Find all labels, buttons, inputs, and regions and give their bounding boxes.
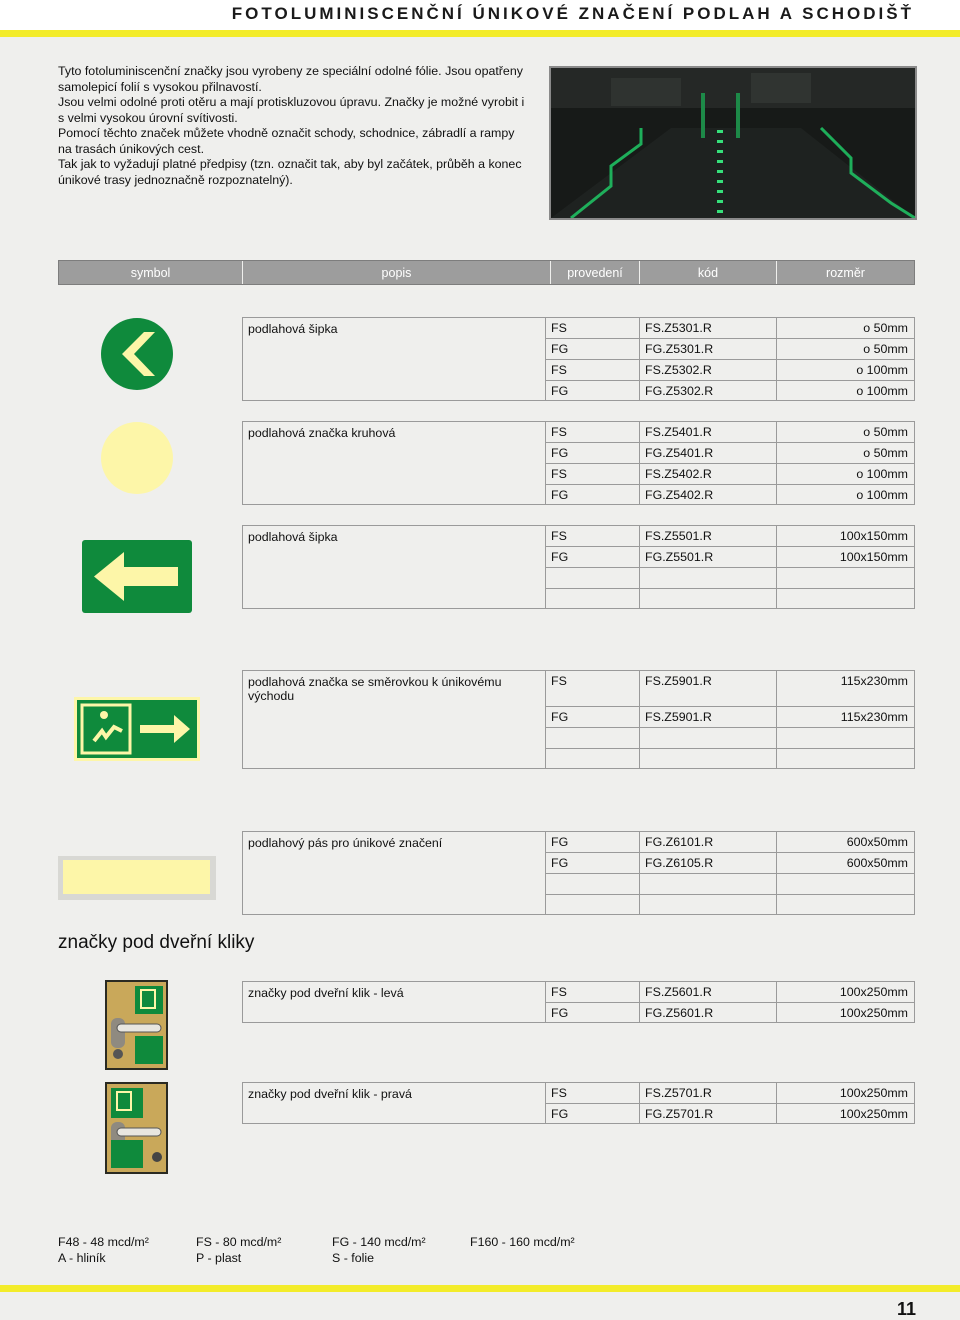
table-row	[242, 567, 915, 588]
variant-cell: FS	[551, 425, 567, 439]
code-cell	[639, 894, 776, 898]
variant-cell: FS	[551, 674, 567, 688]
code-cell: FG.Z5701.R	[645, 1107, 714, 1121]
variant-cell: FG	[551, 550, 569, 564]
variant-cell	[545, 588, 639, 592]
table-row	[242, 1082, 915, 1103]
variant-cell: FG	[551, 835, 569, 849]
variant-cell: FG	[551, 710, 569, 724]
code-cell	[639, 727, 776, 731]
door-handle-right-sign-icon	[105, 1082, 168, 1179]
product-description: podlahová značka se směrovkou k únikovému východu	[248, 675, 502, 703]
legend-item: F160 - 160 mcd/m²	[470, 1235, 575, 1249]
size-cell: 115x230mm	[840, 674, 908, 688]
product-group	[242, 1082, 915, 1124]
intro-paragraph: Jsou velmi odolné proti otěru a mají protiskluzovou úpravu. Značky je možné vyrobit i s velmi vysokou úrovní svítivosti.	[58, 95, 525, 125]
size-cell	[776, 894, 915, 898]
table-row	[242, 748, 915, 769]
product-description: podlahový pás pro únikové značení	[248, 836, 443, 850]
variant-cell	[545, 567, 639, 571]
bottom-accent-rule	[0, 1285, 960, 1292]
legend-col-2	[196, 1234, 281, 1266]
variant-cell: FG	[551, 856, 569, 870]
size-cell: o 50mm	[863, 425, 908, 439]
size-cell: 100x250mm	[839, 1086, 908, 1100]
intro-paragraph: Tyto fotoluminiscenční značky jsou vyrobeny ze speciální odolné fólie. Jsou opatřeny samolepicí folií s vysokou přilnavostí.	[58, 64, 523, 94]
code-cell: FG.Z5301.R	[645, 342, 714, 356]
table-row	[242, 338, 915, 359]
code-cell: FS.Z5901.R	[645, 674, 712, 688]
product-description: podlahová značka kruhová	[248, 426, 396, 440]
page-number: 11	[896, 1299, 916, 1319]
variant-cell: FS	[551, 529, 567, 543]
code-cell: FS.Z5302.R	[645, 363, 712, 377]
variant-cell: FS	[551, 321, 567, 335]
door-handle-left-sign-icon	[105, 980, 168, 1075]
table-row	[242, 484, 915, 505]
legend-col-3	[332, 1234, 426, 1266]
code-cell: FS.Z5701.R	[645, 1086, 712, 1100]
product-description: značky pod dveřní klik - pravá	[248, 1087, 412, 1101]
size-cell	[776, 873, 915, 877]
table-row	[242, 852, 915, 873]
code-cell: FS.Z5501.R	[645, 529, 712, 543]
size-cell: 100x150mm	[839, 529, 908, 543]
size-cell: o 50mm	[863, 446, 908, 460]
round-glow-sign-icon	[100, 421, 174, 500]
variant-cell: FS	[551, 985, 567, 999]
table-row	[242, 588, 915, 609]
table-row	[242, 873, 915, 894]
code-cell: FG.Z6101.R	[645, 835, 714, 849]
variant-cell: FG	[551, 488, 569, 502]
legend-item: FG - 140 mcd/m²	[332, 1235, 426, 1249]
code-cell: FS.Z5401.R	[645, 425, 712, 439]
size-cell: 600x50mm	[846, 835, 908, 849]
variant-cell	[545, 894, 639, 898]
table-row	[242, 463, 915, 484]
size-cell	[776, 588, 915, 592]
variant-cell	[545, 873, 639, 877]
code-cell: FS.Z5601.R	[645, 985, 712, 999]
intro-paragraph: Tak jak to vyžadují platné předpisy (tzn. označit tak, aby byl začátek, průběh a konec únikové trasy jednoznačně rozpoznatelný).	[58, 157, 522, 187]
table-row	[242, 525, 915, 546]
variant-cell: FG	[551, 342, 569, 356]
size-cell: 100x250mm	[839, 985, 908, 999]
product-group	[242, 981, 915, 1023]
table-header	[58, 260, 915, 285]
product-description: značky pod dveřní klik - levá	[248, 986, 404, 1000]
table-row	[242, 380, 915, 401]
legend-col-1	[58, 1234, 149, 1266]
code-cell: FS.Z5301.R	[645, 321, 712, 335]
legend-item: F48 - 48 mcd/m²	[58, 1235, 149, 1249]
table-row	[242, 981, 915, 1002]
code-cell	[639, 588, 776, 592]
top-accent-rule	[0, 30, 960, 37]
product-description: podlahová šipka	[248, 322, 338, 336]
code-cell	[639, 873, 776, 877]
size-cell: o 100mm	[856, 363, 908, 377]
product-group	[242, 670, 915, 769]
column-header-size: rozměr	[826, 266, 865, 280]
variant-cell: FG	[551, 1107, 569, 1121]
column-header-description: popis	[243, 261, 551, 284]
code-cell: FG.Z5302.R	[645, 384, 714, 398]
size-cell: o 50mm	[863, 342, 908, 356]
size-cell: 600x50mm	[846, 856, 908, 870]
product-group	[242, 421, 915, 505]
legend-item: S - folie	[332, 1251, 375, 1265]
arrow-left-sign-icon	[82, 540, 192, 618]
table-row	[242, 670, 915, 706]
code-cell: FG.Z6105.R	[645, 856, 714, 870]
table-row	[242, 831, 915, 852]
code-cell: FG.Z5401.R	[645, 446, 714, 460]
legend-col-4	[470, 1234, 575, 1250]
size-cell	[776, 727, 915, 731]
table-row	[242, 442, 915, 463]
size-cell: o 100mm	[856, 467, 908, 481]
size-cell: 100x150mm	[839, 550, 908, 564]
glow-strip-sign-icon	[58, 856, 216, 900]
legend-item: FS - 80 mcd/m²	[196, 1235, 282, 1249]
product-description: podlahová šipka	[248, 530, 338, 544]
code-cell	[639, 567, 776, 571]
chevron-arrow-sign-icon	[100, 317, 174, 396]
code-cell: FS.Z5402.R	[645, 467, 712, 481]
table-row	[242, 359, 915, 380]
variant-cell: FG	[551, 1006, 569, 1020]
size-cell: 115x230mm	[840, 710, 908, 724]
column-header-code: kód	[640, 261, 777, 284]
table-row	[242, 727, 915, 748]
table-row	[242, 546, 915, 567]
section-title: značky pod dveřní kliky	[58, 932, 255, 953]
emergency-exit-direction-sign-icon	[74, 697, 200, 766]
variant-cell	[545, 727, 639, 731]
table-row	[242, 1002, 915, 1023]
legend-item: P - plast	[196, 1251, 242, 1265]
legend-item: A - hliník	[58, 1251, 106, 1265]
code-cell: FG.Z5402.R	[645, 488, 714, 502]
size-cell: o 100mm	[856, 488, 908, 502]
product-group	[242, 831, 915, 915]
product-group	[242, 525, 915, 609]
column-header-symbol: symbol	[59, 261, 243, 284]
product-group	[242, 317, 915, 401]
size-cell: o 50mm	[863, 321, 908, 335]
variant-cell: FS	[551, 467, 567, 481]
table-row	[242, 894, 915, 915]
code-cell	[639, 748, 776, 752]
code-cell: FG.Z5501.R	[645, 550, 714, 564]
size-cell: 100x250mm	[839, 1006, 908, 1020]
table-row	[242, 706, 915, 727]
size-cell: o 100mm	[856, 384, 908, 398]
table-row	[242, 317, 915, 338]
variant-cell	[545, 748, 639, 752]
variant-cell: FS	[551, 363, 567, 377]
table-row	[242, 1103, 915, 1124]
page-header-title: FOTOLUMINISCENČNÍ ÚNIKOVÉ ZNAČENÍ PODLAH A SCHODIŠŤ	[231, 4, 914, 23]
variant-cell: FS	[551, 1086, 567, 1100]
variant-cell: FG	[551, 384, 569, 398]
variant-cell: FG	[551, 446, 569, 460]
size-cell: 100x250mm	[839, 1107, 908, 1121]
size-cell	[776, 567, 915, 571]
column-header-variant: provedení	[551, 261, 640, 284]
stairs-photo	[549, 66, 917, 220]
intro-text	[58, 64, 528, 188]
code-cell: FG.Z5601.R	[645, 1006, 714, 1020]
size-cell	[776, 748, 915, 752]
code-cell: FS.Z5901.R	[645, 710, 712, 724]
table-row	[242, 421, 915, 442]
intro-paragraph: Pomocí těchto značek můžete vhodně označit schody, schodnice, zábradlí a rampy na trasách únikových cest.	[58, 126, 515, 156]
